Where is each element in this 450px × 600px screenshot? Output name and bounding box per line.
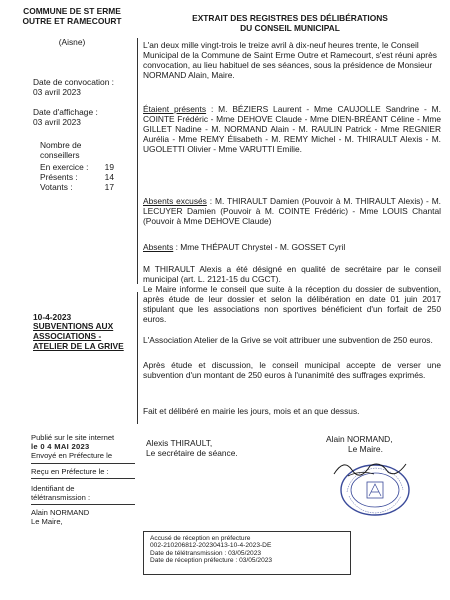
presents-paragraph — [143, 104, 441, 154]
excuses-text: : M. THIRAULT Damien (Pouvoir à M. THIRAULT Alexis) - M. LECUYER Damien (Pouvoir à M. COINTE Frédéric) - Mme LOUIS Chantal (Pouvoir à Mme DEHOVE Claude) — [143, 196, 442, 226]
convocation-label: Date de convocation : — [33, 77, 115, 87]
receipt-line-4: Date de réception préfecture : 03/05/2023 — [150, 557, 273, 565]
title-line-1: EXTRAIT DES REGISTRES DES DÉLIBÉRATIONS — [192, 13, 388, 23]
body-p4: Fait et délibéré en mairie les jours, mois et an que dessus. — [143, 406, 360, 416]
receipt-line-3: Date de télétransmission : 03/05/2023 — [150, 549, 262, 557]
mayor-name: Alain NORMAND, — [326, 434, 393, 444]
mayor-role: Le Maire. — [348, 444, 383, 454]
publication-divider-3 — [31, 504, 135, 505]
stat-en-exercice: En exercice : 19 — [40, 162, 114, 172]
secretary-role: Le secrétaire de séance. — [146, 448, 238, 458]
secretary-signature — [146, 438, 266, 458]
footer-signature-name: Alain NORMAND — [31, 508, 90, 517]
mayor-signature — [326, 434, 426, 454]
envoye-label: Envoyé en Préfecture le — [31, 451, 113, 460]
commune-dept: (Aisne) — [58, 37, 86, 47]
affichage-block — [33, 107, 133, 127]
stat-votants: Votants : 17 — [40, 182, 114, 192]
secretary-name: Alexis THIRAULT, — [146, 438, 213, 448]
receipt-line-2: 002-210206812-20230413-10-4-2023-DE — [150, 542, 272, 550]
title-line-2: DU CONSEIL MUNICIPAL — [240, 23, 340, 33]
body-p1: Le Maire informe le conseil que suite à la réception du dossier de subvention, après étude de leur dossier et selon la délibération en date 01 juin 2017 stipulant que les associations non sportives bénéficient d'un forfait de 250 euros. — [143, 284, 441, 324]
recu-label: Reçu en Préfecture le : — [31, 467, 109, 476]
intro-paragraph: L'an deux mille vingt-trois le treize avril à dix-neuf heures trente, le Conseil Municipal de la Commune de Saint Erme Outre et Ramecourt, s'est réuni après convocation, au lieu habituel de ses séances, sous la présidence de Monsieur NORMAND Alain, Maire. — [143, 40, 437, 80]
commune-name: COMMUNE DE ST ERME OUTRE ET RAMECOURT — [22, 6, 122, 26]
body-p3: Après étude et discussion, le conseil municipal accepte de verser une subvention d'un montant de 250 euros à l'unanimité des suffrages exprimés. — [143, 360, 441, 380]
receipt-line-1: Accusé de réception en préfecture — [150, 535, 251, 542]
publication-divider-2 — [31, 478, 135, 479]
body-p2: L'Association Atelier de la Grive se voit attribuer une subvention de 250 euros. — [143, 335, 433, 345]
document-title — [140, 13, 440, 33]
publication-block — [31, 433, 135, 460]
excuses-label: Absents excusés — [143, 196, 207, 206]
conseillers-stats — [40, 162, 114, 192]
prefecture-receipt-box — [143, 531, 351, 575]
secretary-paragraph: M THIRAULT Alexis a été désigné en qualité de secrétaire par le conseil municipal (art. L. 2121-15 du CGCT). — [143, 264, 441, 284]
presents-text: : M. BÉZIERS Laurent - Mme CAUJOLLE Sandrine - M. COINTE Frédéric - Mme DEHOVE Claude - Mme DIEN-BRÉANT Céline - Mme GILLET Nadine - M. NORMAND Alain - M. RAULIN Patrick - Mme REGNIER Aurélia - Mme REMY Élisabeth - M. REMY Michel - M. THIRAULT Alexis - M. UGOLETTI Olivier - Mme VARUTTI Emilie. — [143, 104, 441, 154]
margin-divider-bottom — [137, 292, 138, 424]
convocation-block — [33, 77, 133, 97]
publie-label: Publié sur le site internet — [31, 433, 115, 442]
absents-label: Absents — [143, 242, 174, 252]
absents-paragraph — [143, 242, 441, 252]
margin-divider-top — [137, 38, 138, 284]
deliberation-subject: SUBVENTIONS AUX ASSOCIATIONS - ATELIER DE LA GRIVE — [33, 321, 124, 351]
affichage-date: 03 avril 2023 — [33, 117, 81, 127]
affichage-label: Date d'affichage : — [33, 107, 98, 117]
deliberation-number: 10-4-2023 — [33, 312, 72, 322]
presents-label: Étaient présents — [143, 104, 207, 114]
excuses-paragraph — [143, 196, 441, 226]
publie-date: le 0 4 MAI 2023 — [31, 442, 90, 451]
identifiant-label: Identifiant de télétransmission : — [31, 484, 91, 502]
footer-signature — [31, 508, 135, 526]
publication-divider-1 — [31, 463, 135, 464]
footer-signature-role: Le Maire, — [31, 517, 63, 526]
conseillers-label: Nombre de conseillers — [40, 140, 82, 160]
mayor-handwritten-signature — [330, 456, 410, 482]
stat-presents: Présents : 14 — [40, 172, 114, 182]
absents-text: : Mme THÉPAUT Chrystel - M. GOSSET Cyril — [173, 242, 346, 252]
convocation-date: 03 avril 2023 — [33, 87, 81, 97]
